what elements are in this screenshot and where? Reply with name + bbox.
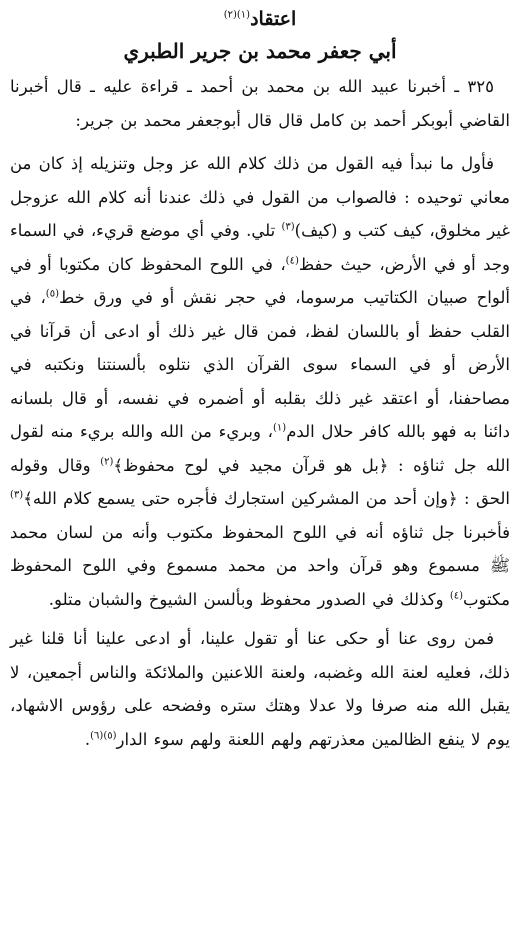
text-segment: ، في اللوح المحفوظ كان مكتوبا أو في ألواح صبيان الكتاتيب مرسوما، في حجر نقش أو في ورق خط <box>10 254 511 307</box>
section-subtitle: أبي جعفر محمد بن جرير الطبري <box>123 39 397 63</box>
creed-paragraph <box>10 147 510 616</box>
footnote-ref: (٤) <box>285 255 299 266</box>
isnad-paragraph: ٣٢٥ ـ أخبرنا عبيد الله بن محمد بن أحمد ـ قراءة عليه ـ قال أخبرنا القاضي أبوبكر أحمد بن كامل قال قال أبوجعفر محمد بن جرير: <box>10 77 510 130</box>
footnote-ref: (٥) <box>103 730 117 741</box>
footnote-ref: (٤) <box>449 590 463 601</box>
text-segment: فأول ما نبدأ فيه القول من ذلك كلام الله عز وجل وتنزيله إذ كان من معاني توحيده : فالصواب من القول في ذلك عندنا أنه كلام الله عزوجل غير مخلوق، كيف كتب و (كيف) <box>10 154 510 240</box>
text-segment: وقال وقوله الحق : ﴿وإن أحد من المشركين استجارك فأجره حتى يسمع كلام الله﴾ <box>10 455 510 508</box>
text-segment: . <box>84 729 91 749</box>
text-segment: ، وبريء من الله والله بريء منه لقول الله جل ثناؤه : ﴿بل هو قرآن مجيد في لوح محفوظ﴾ <box>10 422 510 475</box>
section-title-text: اعتقاد <box>250 8 297 30</box>
curse-paragraph <box>10 622 510 756</box>
footnote-ref: (٦) <box>90 730 104 741</box>
section-title <box>10 4 510 34</box>
footnote-ref: (١) <box>273 422 287 434</box>
footnote-ref: (٢) <box>100 456 114 467</box>
text-segment: فمن روى عنا أو حكى عنا أو تقول علينا، أو ادعى علينا أنا قلنا غير ذلك، فعليه لعنة الله وغضبه، ولعنة اللاعنين والملائكة والناس أجمعين، لا يقبل الله منه صرفا ولا عدلا وهتك ستره وفضحه على رؤوس الاشهاد، يوم لا ينفع الظالمين معذرتهم ولهم اللعنة ولهم سوء الدار <box>10 629 510 749</box>
footnote-ref: (٣) <box>10 489 24 501</box>
text-segment: فأخبرنا جل ثناؤه أنه في اللوح المحفوظ مكتوب وأنه من لسان محمد ﷺ مسموع وهو قرآن واحد من محمد مسموع وفي اللوح المحفوظ مكتوب <box>10 522 510 609</box>
text-segment: ، في القلب حفظ أو باللسان لفظ، فمن قال غير ذلك أو ادعى أن قرآنا في الأرض أو في السماء سوى القرآن الذي نتلوه بألسنتنا ونكتبه في مصاحفنا، أو اعتقد غير ذلك بقلبه أو أضمره في نفسه، أو قال بلسانه دائنا به فهو بالله كافر حلال الدم <box>10 288 510 441</box>
title-footnote-refs: (١)(٢) <box>223 9 251 21</box>
footnote-ref: (٣) <box>281 221 295 233</box>
text-segment: وكذلك في الصدور محفوظ وبألسن الشيوخ والشبان متلو. <box>48 589 450 609</box>
text-segment: تلي. وفي أي موضع قريء، في السماء وجد أو في الأرض، حيث حفظ <box>10 221 511 274</box>
footnote-ref: (٥) <box>45 288 59 300</box>
